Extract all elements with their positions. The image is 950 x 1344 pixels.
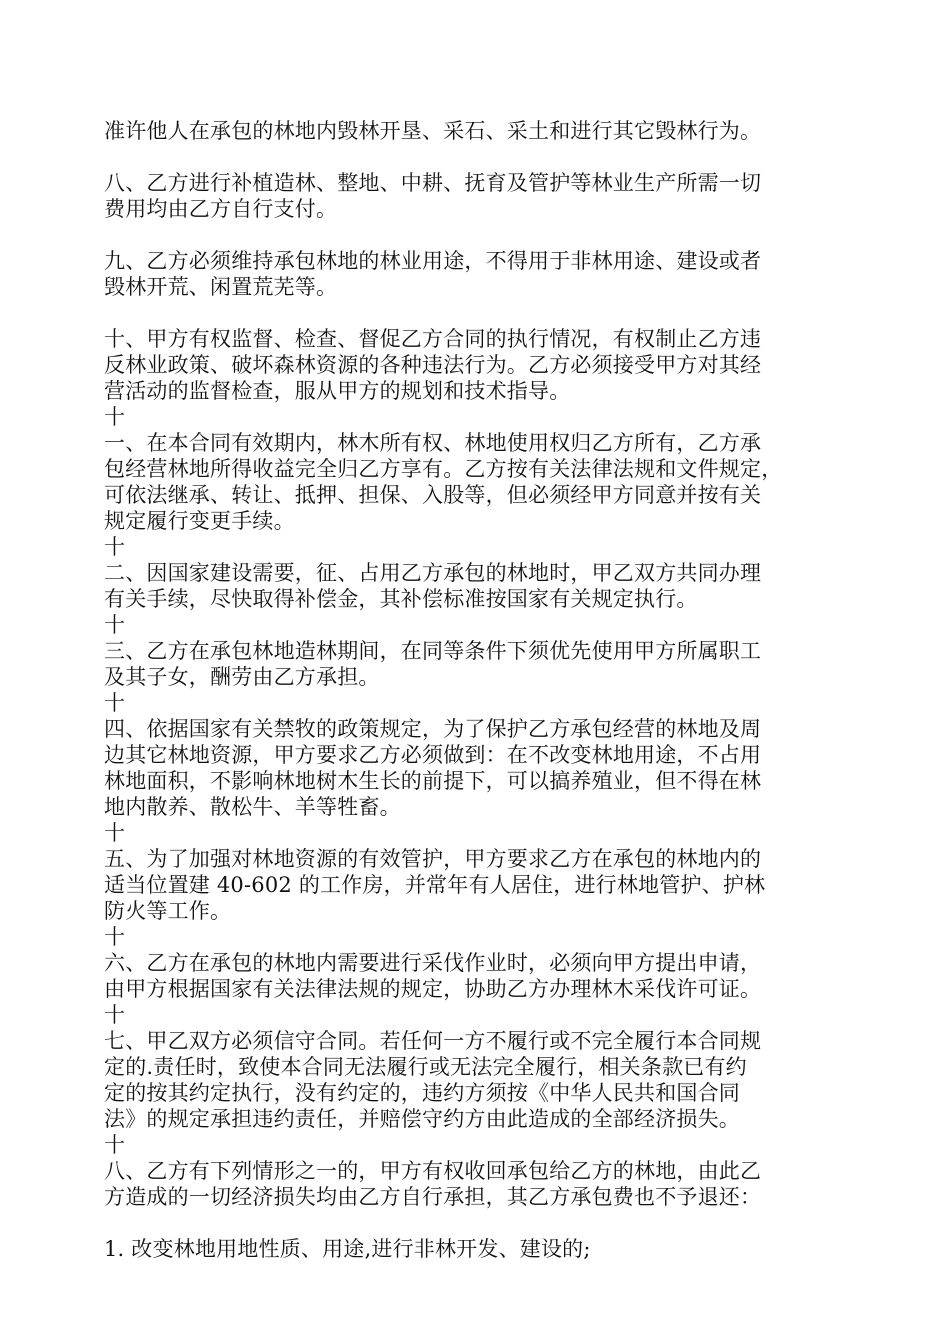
text-line: 及其子女，酬劳由乙方承担。 (104, 665, 380, 689)
paragraph-clause-8 (104, 170, 864, 222)
text-line: 五、为了加强对林地资源的有效管护，甲方要求乙方在承包的林地内的 (104, 847, 762, 871)
text-line: 1. 改变林地用地性质、用途,进行非林开发、建设的; (104, 1237, 591, 1261)
text-line: 可依法继承、转让、抵押、担保、入股等，但必须经甲方同意并按有关 (104, 483, 762, 507)
text-line: 包经营林地所得收益完全归乙方享有。乙方按有关法律法规和文件规定， (104, 457, 783, 481)
text-line: 七、甲乙双方必须信守合同。若任何一方不履行或不完全履行本合同规 (104, 1029, 762, 1053)
text-line: 二、因国家建设需要，征、占用乙方承包的林地时，甲乙双方共同办理 (104, 561, 762, 585)
text-line: 法》的规定承担违约责任，并赔偿守约方由此造成的全部经济损失。 (104, 1107, 740, 1131)
paragraph-clause-15 (104, 820, 864, 924)
text-line: 十 (104, 535, 126, 559)
text-line: 一、在本合同有效期内，林木所有权、林地使用权归乙方所有，乙方承 (104, 431, 762, 455)
text-line: 适当位置建 40-602 的工作房，并常年有人居住，进行林地管护、护林 (104, 873, 766, 897)
text-line: 四、依据国家有关禁牧的政策规定，为了保护乙方承包经营的林地及周 (104, 717, 762, 741)
paragraph-clause-14 (104, 690, 864, 820)
text-line: 准许他人在承包的林地内毁林开垦、采石、采土和进行其它毁林行为。 (104, 119, 762, 143)
text-line: 十 (104, 1003, 126, 1027)
text-line: 十 (104, 691, 126, 715)
text-line: 由甲方根据国家有关法律法规的规定，协助乙方办理林木采伐许可证。 (104, 977, 762, 1001)
text-line: 防火等工作。 (104, 899, 232, 923)
text-line: 九、乙方必须维持承包林地的林业用途，不得用于非林用途、建设或者 (104, 249, 762, 273)
text-line: 十 (104, 925, 126, 949)
text-line: 八、乙方进行补植造林、整地、中耕、抚育及管护等林业生产所需一切 (104, 171, 762, 195)
paragraph-clause-11 (104, 404, 864, 534)
paragraph-clause-10 (104, 326, 864, 404)
text-line: 边其它林地资源，甲方要求乙方必须做到：在不改变林地用途，不占用 (104, 743, 762, 767)
paragraph-clause-9 (104, 248, 864, 300)
text-line: 十 (104, 405, 126, 429)
text-line: 有关手续，尽快取得补偿金，其补偿标准按国家有关规定执行。 (104, 587, 698, 611)
text-line: 营活动的监督检查，服从甲方的规划和技术指导。 (104, 379, 571, 403)
paragraph-clause-16 (104, 924, 864, 1002)
text-line: 定的.责任时，致使本合同无法履行或无法完全履行，相关条款已有约 (104, 1055, 747, 1079)
text-line: 方造成的一切经济损失均由乙方自行承担，其乙方承包费也不予退还： (104, 1185, 762, 1209)
text-line: 费用均由乙方自行支付。 (104, 197, 338, 221)
document-body (104, 118, 864, 1262)
text-line: 反林业政策、破坏森林资源的各种违法行为。乙方必须接受甲方对其经 (104, 353, 762, 377)
text-line: 地内散养、散松牛、羊等牲畜。 (104, 795, 401, 819)
text-line: 八、乙方有下列情形之一的，甲方有权收回承包给乙方的林地，由此乙 (104, 1159, 762, 1183)
text-line: 毁林开荒、闲置荒芜等。 (104, 275, 338, 299)
text-line: 十、甲方有权监督、检查、督促乙方合同的执行情况，有权制止乙方违 (104, 327, 762, 351)
paragraph-clause-13 (104, 612, 864, 690)
text-line: 十 (104, 821, 126, 845)
paragraph-clause-18 (104, 1132, 864, 1210)
paragraph-list-item-1 (104, 1236, 864, 1262)
text-line: 十 (104, 1133, 126, 1157)
paragraph-clause-12 (104, 534, 864, 612)
text-line: 十 (104, 613, 126, 637)
text-line: 林地面积，不影响林地树木生长的前提下，可以搞养殖业，但不得在林 (104, 769, 762, 793)
paragraph-clause-17 (104, 1002, 864, 1132)
text-line: 定的按其约定执行，没有约定的，违约方须按《中华人民共和国合同 (104, 1081, 740, 1105)
text-line: 规定履行变更手续。 (104, 509, 295, 533)
text-line: 六、乙方在承包的林地内需要进行采伐作业时，必须向甲方提出申请， (104, 951, 762, 975)
paragraph-clause-7-continued (104, 118, 864, 144)
text-line: 三、乙方在承包林地造林期间，在同等条件下须优先使用甲方所属职工 (104, 639, 762, 663)
